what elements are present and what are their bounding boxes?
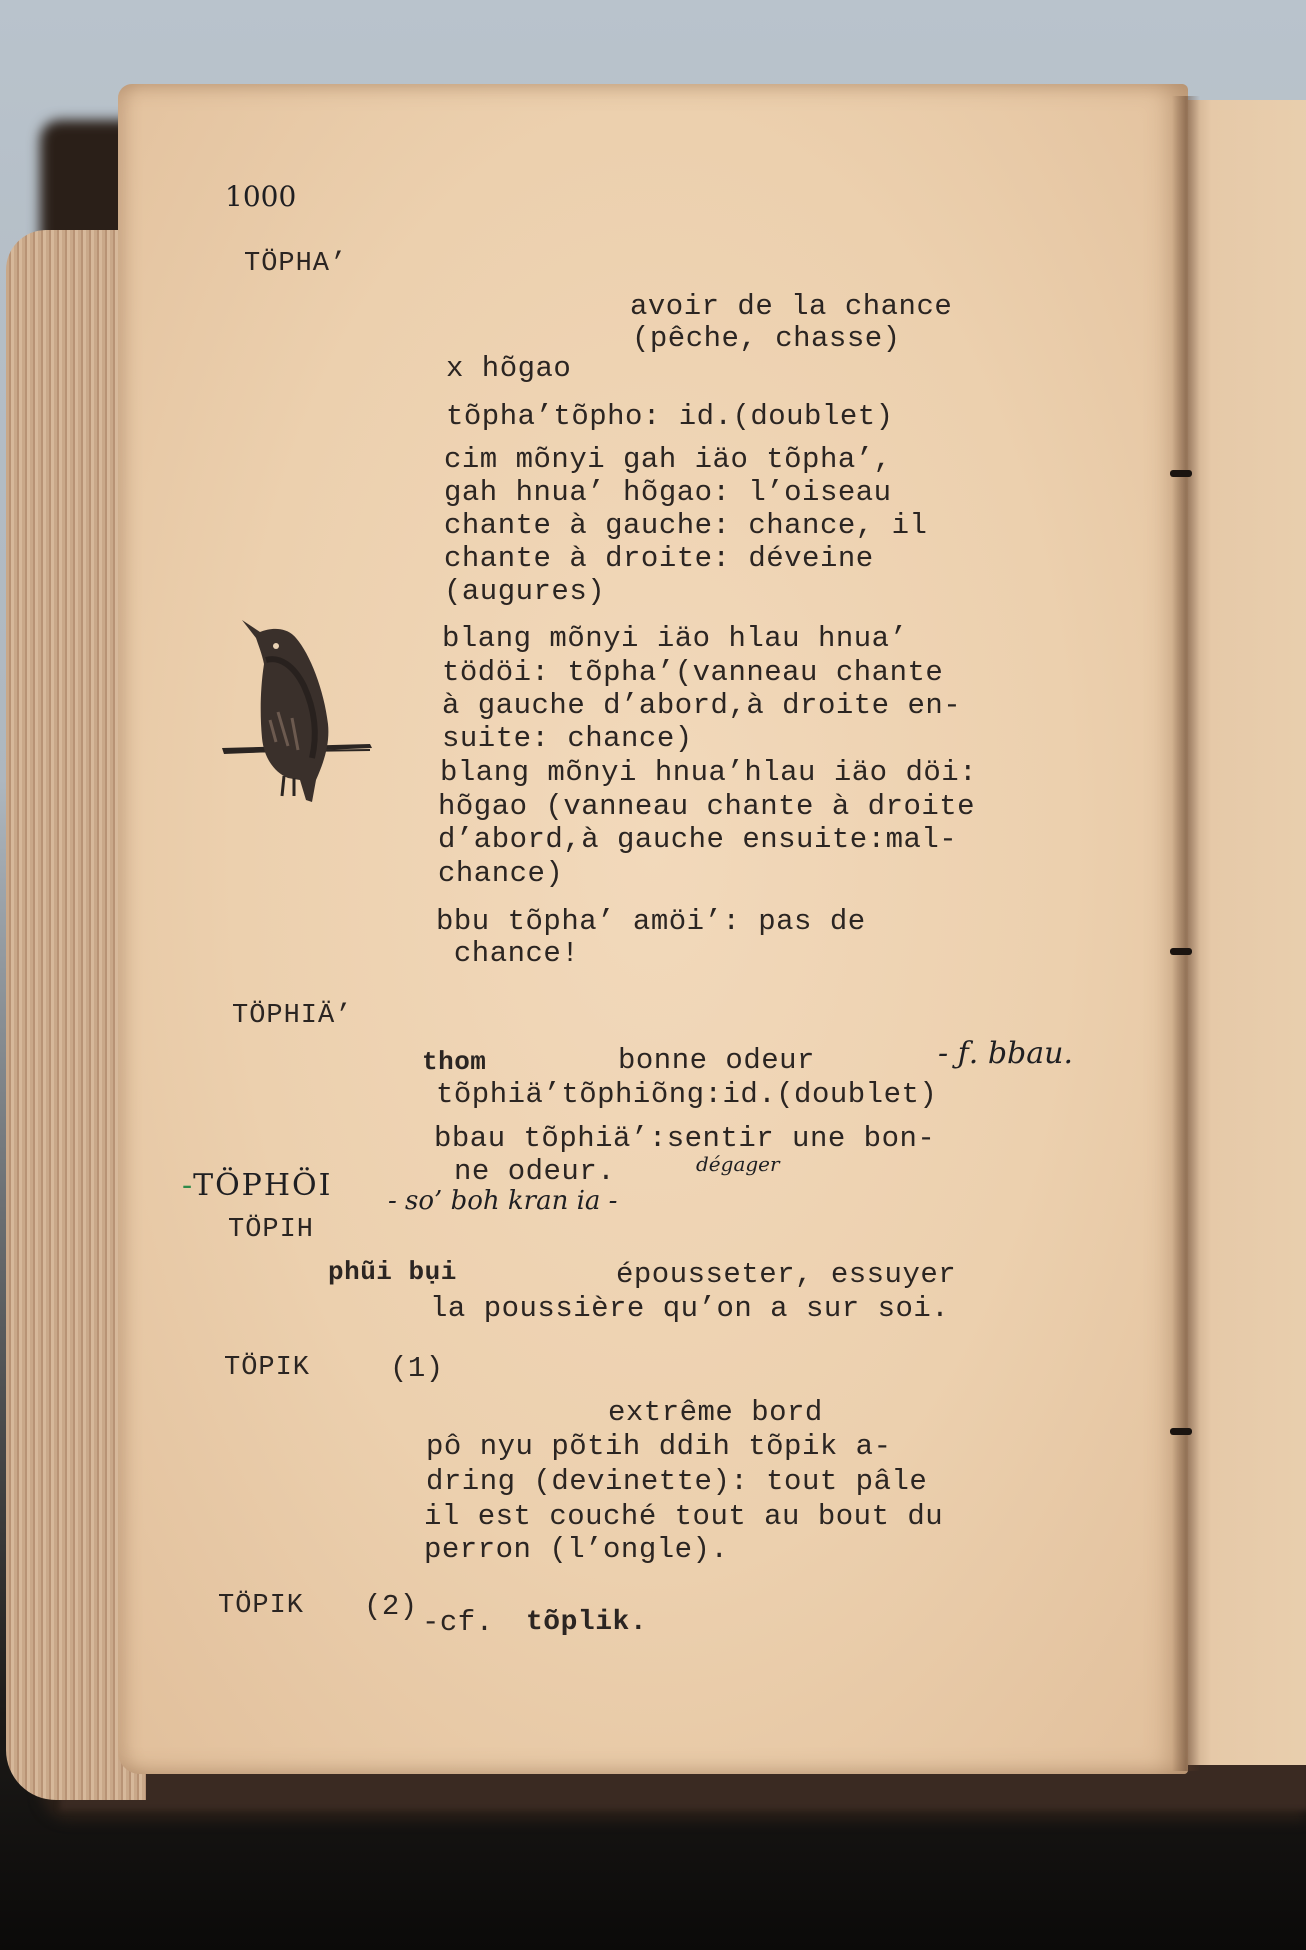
cross-reference-prefix: -cf.	[422, 1606, 494, 1639]
gloss: extrême bord	[608, 1396, 823, 1429]
example-line: chante à droite: déveine	[444, 542, 874, 575]
example-line: x hõgao	[446, 352, 572, 385]
example-line: bbu tõpha’ amöi’: pas de	[436, 905, 866, 938]
part-of-speech: phũi bụi	[328, 1257, 457, 1287]
example-line: à gauche d’abord,à droite en-	[442, 689, 962, 722]
sense-number: (2)	[364, 1590, 418, 1623]
example-line: d’abord,à gauche ensuite:mal-	[438, 823, 958, 856]
example-line: dring (devinette): tout pâle	[426, 1465, 928, 1498]
handwritten-note: - ƒ. bbau.	[938, 1036, 1073, 1071]
headword: TÖPIK	[224, 1353, 311, 1383]
example-line: (augures)	[444, 575, 606, 608]
example-line: ne odeur.	[454, 1155, 616, 1188]
headword: TÖPIH	[228, 1215, 315, 1245]
example-line: tõpha’tõpho: id.(doublet)	[446, 400, 894, 433]
example-line: cim mõnyi gah iäo tõpha’,	[444, 443, 892, 476]
example-line: gah hnua’ hõgao: l’oiseau	[444, 476, 892, 509]
gloss: épousseter, essuyer	[616, 1258, 957, 1291]
headword: TÖPIK	[218, 1591, 305, 1621]
gloss: bonne odeur	[618, 1044, 815, 1077]
handwritten-gloss: - so’ boh kran ia -	[388, 1186, 618, 1216]
example-line: tödöi: tõpha’(vanneau chante	[442, 656, 944, 689]
bird-illustration	[220, 620, 380, 820]
gloss: (pêche, chasse)	[632, 322, 901, 355]
example-line: hõgao (vanneau chante à droite	[438, 790, 976, 823]
sense-number: (1)	[390, 1352, 444, 1385]
example-line: tõphiä’tõphiõng:id.(doublet)	[436, 1078, 938, 1111]
example-line: blang mõnyi hnua’hlau iäo döi:	[440, 756, 978, 789]
example-line: pô nyu põtih ddih tõpik a-	[426, 1430, 892, 1463]
gloss: la poussière qu’on a sur soi.	[430, 1292, 950, 1325]
example-line: suite: chance)	[442, 722, 693, 755]
example-line: chance!	[436, 937, 580, 970]
example-line: il est couché tout au bout du	[424, 1500, 944, 1533]
page-number: 1000	[225, 180, 297, 213]
example-line: bbau tõphiä’:sentir une bon-	[434, 1122, 936, 1155]
handwritten-headword: -TÖPHÖI	[182, 1168, 333, 1203]
example-line: blang mõnyi iäo hlau hnua’	[442, 622, 908, 655]
example-line: chance)	[438, 857, 564, 890]
gloss: avoir de la chance	[630, 290, 953, 323]
part-of-speech: thom	[422, 1047, 487, 1077]
handwritten-insert: dégager	[696, 1152, 780, 1176]
cross-reference: tõplik.	[526, 1607, 648, 1638]
bird-on-branch-icon	[222, 620, 372, 802]
example-line: perron (l’ongle).	[424, 1533, 729, 1566]
example-line: chante à gauche: chance, il	[444, 509, 928, 542]
headword: TÖPHIÄ’	[232, 1001, 353, 1031]
headword: TÖPHA’	[244, 249, 348, 279]
